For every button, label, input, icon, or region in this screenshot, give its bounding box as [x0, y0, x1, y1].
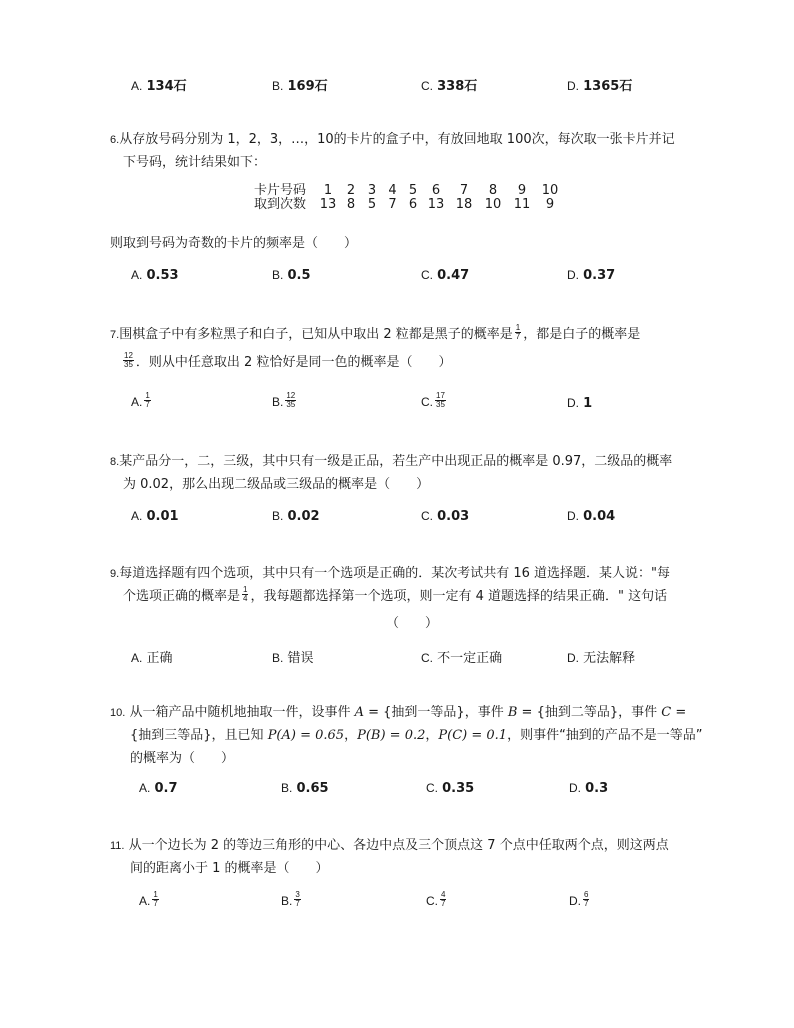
q9-line-3: （ ） — [386, 616, 439, 631]
q11-option-a: A. $\frac{1}{7}$ — [139, 890, 158, 908]
q10-line-1: 10. 从一箱产品中随机地抽取一件，设事件 A = {抽到一等品}，事件 B = {抽到二等品}，事件 C = — [110, 705, 687, 720]
table-header-count: 取到次数 — [254, 197, 307, 212]
q10-option-b: B. 0.65 — [281, 781, 329, 796]
q6-option-d: D. 0.37 — [567, 268, 616, 283]
q10-option-d: D. 0.3 — [569, 781, 609, 796]
q10-option-a: A. 0.7 — [139, 781, 178, 796]
q8-option-c: C. 0.03 — [421, 509, 470, 524]
q9-option-b: B. 错误 — [272, 651, 314, 666]
q11-line-2: 间的距离小于 1 的概率是（ ） — [130, 861, 329, 876]
table-cell: 3 — [367, 183, 377, 198]
q6-option-b: B. 0.5 — [272, 268, 311, 283]
q9-option-c: C. 不一定正确 — [421, 651, 503, 666]
table-cell: 6 — [431, 183, 441, 198]
table-cell: 8 — [488, 183, 498, 198]
table-cell: 9 — [545, 197, 555, 212]
fraction: $\frac{1}{4}$ — [243, 585, 248, 603]
table-header-code: 卡片号码 — [254, 183, 307, 198]
q10-line-3: 的概率为（ ） — [130, 751, 235, 766]
q10-line-2: {抽到三等品}，且已知 P(A) = 0.65，P(B) = 0.2，P(C) = 0.1，则事件“抽到的产品不是一等品” — [130, 728, 703, 743]
q9-line-1: 9.每道选择题有四个选项，其中只有一个选项是正确的．某次考试共有 16 道选择题．某人说："每 — [110, 566, 670, 581]
q8-option-a: A. 0.01 — [131, 509, 179, 524]
q7-option-a: A. $\frac{1}{7}$ — [131, 391, 150, 409]
table-cell: 11 — [513, 197, 531, 212]
q5-option-d: D. 1365石 — [567, 79, 633, 94]
q8-line-2: 为 0.02，那么出现二级品或三级品的概率是（ ） — [123, 477, 430, 492]
table-cell: 10 — [484, 197, 502, 212]
q9-option-d: D. 无法解释 — [567, 651, 636, 666]
q7-line-1: 7.围棋盒子中有多粒黑子和白子，已知从中取出 2 粒都是黑子的概率是 $\frac{1}{7}$ ，都是白子的概率是 — [110, 323, 641, 342]
q5-option-c: C. 338石 — [421, 79, 478, 94]
q8-option-b: B. 0.02 — [272, 509, 320, 524]
q9-option-a: A. 正确 — [131, 651, 173, 666]
table-cell: 13 — [319, 197, 337, 212]
q6-line-2: 下号码，统计结果如下： — [123, 155, 267, 170]
q9-line-2: 个选项正确的概率是 $\frac{1}{4}$ ，我每题都选择第一个选项，则一定有 4 道题选择的结果正确．" 这句话 — [123, 585, 668, 604]
q6-line-3: 则取到号码为奇数的卡片的频率是（ ） — [110, 236, 358, 251]
table-cell: 2 — [346, 183, 356, 198]
q7-line-2: $\frac{12}{35}$ ．则从中任意取出 2 粒恰好是同一色的概率是（ ） — [124, 351, 452, 370]
q5-option-b: B. 169石 — [272, 79, 328, 94]
q8-option-d: D. 0.04 — [567, 509, 616, 524]
q7-option-b: B. $\frac{12}{35}$ — [272, 391, 296, 409]
q6-frequency-table — [254, 184, 563, 212]
q6-option-a: A. 0.53 — [131, 268, 179, 283]
table-cell: 7 — [388, 197, 397, 212]
table-row — [254, 184, 563, 198]
q11-option-c: C. $\frac{4}{7}$ — [426, 890, 446, 908]
q11-option-b: B. $\frac{3}{7}$ — [281, 890, 300, 908]
q7-option-c: C. $\frac{17}{35}$ — [421, 391, 445, 409]
table-cell: 13 — [427, 197, 445, 212]
table-cell: 5 — [408, 183, 418, 198]
table-cell: 6 — [408, 197, 418, 212]
q6-option-c: C. 0.47 — [421, 268, 470, 283]
fraction: $\frac{1}{7}$ — [515, 323, 521, 341]
table-cell: 18 — [455, 197, 473, 212]
q6-line-1: 6.从存放号码分别为 1，2，3，…，10的卡片的盒子中，有放回地取 100次，每次取一张卡片并记 — [110, 132, 675, 147]
table-cell: 1 — [323, 183, 333, 198]
q7-option-d: D. 1 — [567, 396, 593, 411]
q11-option-d: D. $\frac{6}{7}$ — [569, 890, 589, 908]
table-cell: 9 — [517, 183, 527, 198]
q11-line-1: 11. 从一个边长为 2 的等边三角形的中心、各边中点及三个顶点这 7 个点中任取两个点，则这两点 — [110, 838, 669, 853]
table-cell: 4 — [388, 183, 397, 198]
q8-line-1: 8.某产品分一，二，三级，其中只有一级是正品，若生产中出现正品的概率是 0.97，二级品的概率 — [110, 454, 673, 469]
table-cell: 5 — [367, 197, 377, 212]
table-cell: 8 — [346, 197, 356, 212]
table-cell: 7 — [459, 183, 469, 198]
fraction: $\frac{12}{35}$ — [124, 351, 133, 369]
table-row — [254, 198, 563, 212]
table-cell: 10 — [541, 183, 559, 198]
q10-option-c: C. 0.35 — [426, 781, 475, 796]
q5-option-a: A. 134石 — [131, 79, 187, 94]
